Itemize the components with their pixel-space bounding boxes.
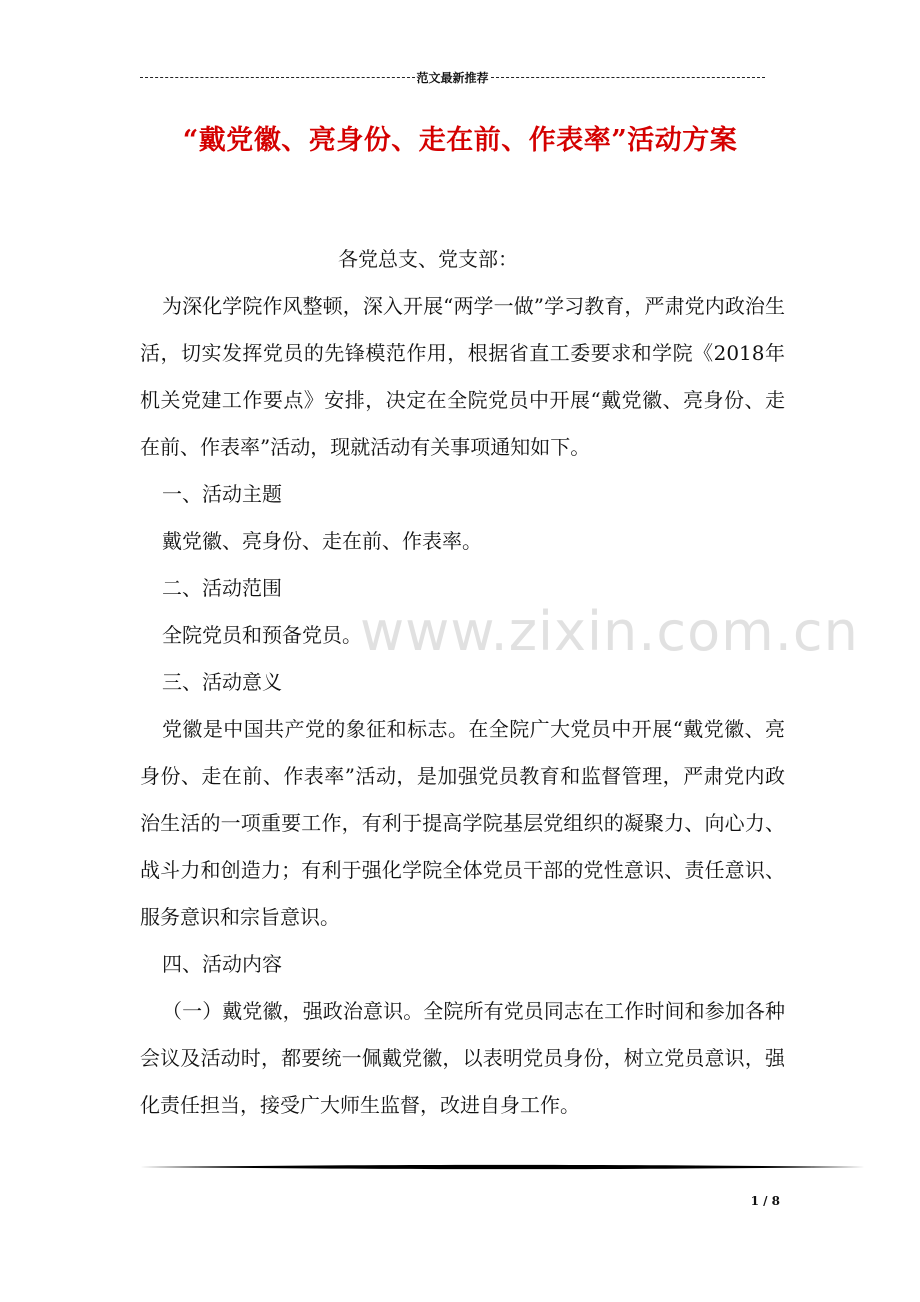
page-header [140,68,765,86]
footer-rule [140,1163,865,1171]
section-heading-scope: 二、活动范围 [162,576,282,600]
page-number: 1 / 8 [750,1194,780,1208]
paragraph-theme: 戴党徽、亮身份、走在前、作表率。 [162,529,482,553]
document-body [140,236,785,1129]
watermark: www.zixin.com.cn [360,600,859,663]
paragraph-scope: 全院党员和预备党员。 [162,623,362,647]
document-title: “戴党徽、亮身份、走在前、作表率”活动方案 [182,125,738,156]
section-heading-significance: 三、活动意义 [162,670,282,694]
section-heading-content: 四、活动内容 [162,952,282,976]
header-label: 范文最新推荐 [416,70,489,85]
greeting: 各党总支、党支部： [338,247,518,271]
paragraph-content-1: （一）戴党徽，强政治意识。全院所有党员同志在工作时间和参加各种会议及活动时，都要统一佩戴党徽，以表明党员身份，树立党员意识，强化责任担当，接受广大师生监督，改进自身工作。 [140,999,785,1117]
paragraph-intro: 为深化学院作风整顿，深入开展“两学一做”学习教育，严肃党内政治生活，切实发挥党员的先锋模范作用，根据省直工委要求和学院《2018年机关党建工作要点》安排，决定在全院党员中开展“戴党徽、亮身份、走在前、作表率”活动，现就活动有关事项通知如下。 [140,294,785,459]
paragraph-significance: 党徽是中国共产党的象征和标志。在全院广大党员中开展“戴党徽、亮身份、走在前、作表率”活动，是加强党员教育和监督管理，严肃党内政治生活的一项重要工作，有利于提高学院基层党组织的凝聚力、向心力、战斗力和创造力；有利于强化学院全体党员干部的党性意识、责任意识、服务意识和宗旨意识。 [140,717,785,929]
header-dashes-right [491,77,765,78]
header-dashes-left [140,77,415,78]
section-heading-theme: 一、活动主题 [162,482,282,506]
